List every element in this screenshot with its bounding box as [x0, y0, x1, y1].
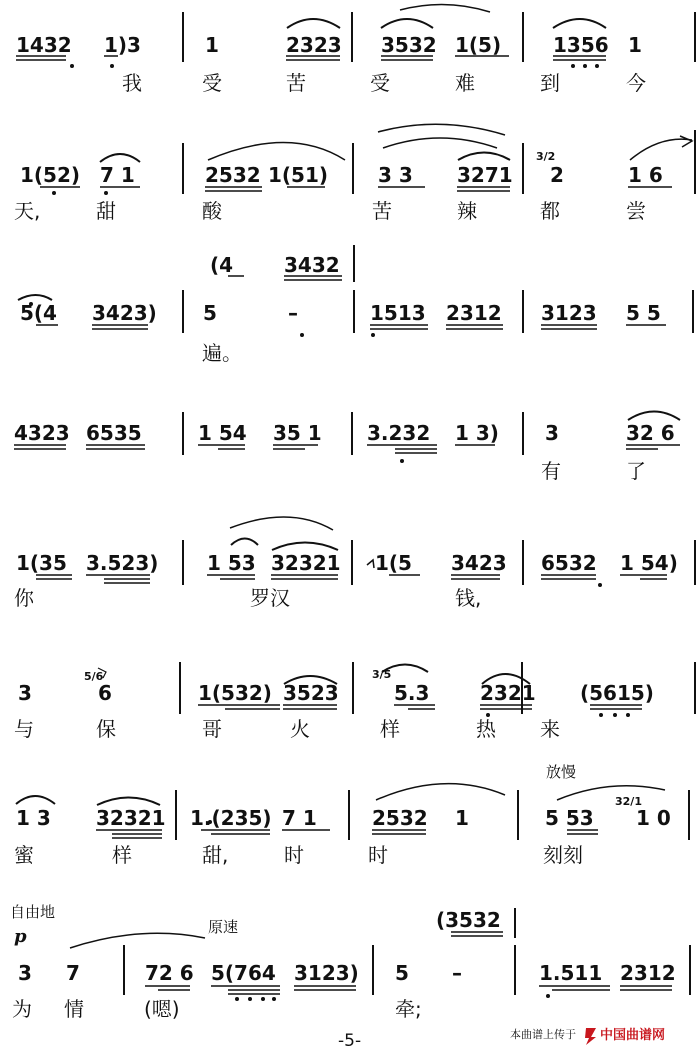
lyric-syllable: 甜, — [202, 843, 229, 867]
lyric-syllable: 时 — [284, 843, 304, 867]
lyric-syllable: 今 — [626, 71, 646, 95]
note-group: 1 — [628, 33, 642, 57]
note-group: 6535 — [86, 421, 142, 445]
lyric-syllable: 为 — [12, 997, 32, 1021]
note-group: 4323 — [14, 421, 70, 445]
note-group: 3 — [18, 961, 32, 985]
note-group: 1356 — [553, 33, 609, 57]
note-group: 7 1 — [100, 163, 135, 187]
note-group: 72 6 — [145, 961, 194, 985]
note-group: 5(4 — [20, 301, 57, 325]
note-group: 3423 — [451, 551, 507, 575]
lyric-syllable: 辣 — [457, 199, 477, 223]
lyric-syllable: 尝 — [626, 199, 646, 223]
note-group: 1.511 — [539, 961, 603, 985]
site-logo-icon — [585, 1028, 596, 1045]
note-group: 3123) — [294, 961, 359, 985]
note-group: 32321 — [271, 551, 341, 575]
note-group: 3 3 — [378, 163, 413, 187]
note-group: 1 53 — [207, 551, 256, 575]
note-group: 1 0 — [636, 806, 671, 830]
note-group: (4 — [210, 253, 234, 277]
note-group: 1(5 — [375, 551, 412, 575]
note-group: 3 — [545, 421, 559, 445]
grace-note: 3/2 — [536, 150, 556, 163]
note-group: – — [288, 301, 298, 325]
note-group: (3532 — [436, 908, 501, 932]
lyric-syllable: 情 — [64, 997, 84, 1021]
dynamic-marking: p — [14, 926, 27, 947]
note-group: 7 1 — [282, 806, 317, 830]
note-group: 3 — [18, 681, 32, 705]
note-group: 6 — [98, 681, 112, 705]
note-group: 1 54 — [198, 421, 247, 445]
lyric-syllable: 苦 — [286, 71, 306, 95]
lyric-syllable: 你 — [14, 586, 34, 610]
note-group: 3.232 — [367, 421, 431, 445]
lyric-syllable: 样 — [112, 843, 132, 867]
lyric-syllable: 来 — [540, 717, 560, 741]
note-group: 1(35 — [16, 551, 67, 575]
note-group: 3523 — [283, 681, 339, 705]
lyric-syllable: 苦 — [372, 199, 392, 223]
note-group: 2312 — [620, 961, 676, 985]
note-group: 7 — [66, 961, 80, 985]
lyric-syllable: 样 — [380, 717, 400, 741]
note-group: 32321 — [96, 806, 166, 830]
note-group: 5(764 — [211, 961, 276, 985]
note-group: 2532 — [205, 163, 261, 187]
lyric-syllable: 蜜 — [14, 843, 34, 867]
note-group: 1 — [455, 806, 469, 830]
site-name: 中国曲谱网 — [600, 1028, 666, 1043]
note-group: 3532 — [381, 33, 437, 57]
note-group: 3.523) — [86, 551, 159, 575]
note-group: (5615) — [580, 681, 654, 705]
note-group: 5 — [395, 961, 409, 985]
free-time-marking: 自由地 — [10, 903, 56, 921]
lyric-syllable: 有 — [541, 459, 561, 483]
note-group: 6532 — [541, 551, 597, 575]
page-number: -5- — [338, 1031, 362, 1051]
note-group: 3432 — [284, 253, 340, 277]
note-group: 3271 — [457, 163, 513, 187]
upload-credit: 本曲谱上传于 — [510, 1028, 576, 1041]
lyric-syllable: 罗汉 — [250, 586, 290, 610]
note-group: 5 5 — [626, 301, 661, 325]
note-group: 1.(235) — [190, 806, 272, 830]
lyric-syllable: 我 — [122, 71, 142, 95]
note-group: 1(532) — [198, 681, 272, 705]
note-group: 1 — [205, 33, 219, 57]
note-group: 5 53 — [545, 806, 594, 830]
lyric-syllable: 难 — [455, 71, 475, 95]
grace-note: 32/1 — [615, 795, 642, 808]
lyric-syllable: 牵; — [395, 997, 422, 1021]
lyric-syllable: 保 — [96, 717, 116, 741]
grace-note: 5/6 — [84, 670, 104, 683]
note-group: 5 — [203, 301, 217, 325]
note-group: 1(52) — [20, 163, 81, 187]
note-group: 1513 — [370, 301, 426, 325]
lyric-syllable: 酸 — [202, 199, 222, 223]
note-group: 1 3) — [455, 421, 499, 445]
lyric-syllable: 遍。 — [202, 341, 242, 365]
lyric-syllable: 都 — [540, 199, 560, 223]
lyric-syllable: 与 — [14, 717, 34, 741]
note-group: 3423) — [92, 301, 157, 325]
lyric-syllable: 哥 — [202, 717, 222, 741]
note-group: 3123 — [541, 301, 597, 325]
lyric-syllable: 受 — [370, 71, 390, 95]
tempo-slow-marking: 放慢 — [546, 763, 577, 781]
note-group: 1(5) — [455, 33, 502, 57]
note-group: 5.3 — [394, 681, 430, 705]
note-group: 2312 — [446, 301, 502, 325]
tempo-original-marking: 原速 — [208, 918, 239, 936]
footer — [338, 1027, 665, 1051]
note-group: – — [452, 961, 462, 985]
note-group: 2321 — [480, 681, 536, 705]
lyric-syllable: 钱, — [455, 586, 482, 610]
lyric-syllable: 刻刻 — [543, 843, 583, 867]
lyric-syllable: 时 — [368, 843, 388, 867]
note-group: 1 3 — [16, 806, 51, 830]
note-group: 2323 — [286, 33, 342, 57]
note-group: 2532 — [372, 806, 428, 830]
lyric-syllable: 到 — [540, 71, 560, 95]
lyric-syllable: 受 — [202, 71, 222, 95]
note-group: 32 6 — [626, 421, 675, 445]
note-group: 2 — [550, 163, 564, 187]
note-group: 1 6 — [628, 163, 663, 187]
note-group: 1432 — [16, 33, 72, 57]
note-group: 1)3 — [104, 33, 141, 57]
lyric-syllable: 热 — [476, 717, 496, 741]
note-group: 1(51) — [268, 163, 329, 187]
note-group: 1 54) — [620, 551, 678, 575]
grace-note: 3/5 — [372, 668, 392, 681]
lyric-syllable: 了 — [626, 459, 646, 483]
note-group: 35 1 — [273, 421, 322, 445]
lyric-syllable: 火 — [290, 717, 310, 741]
lyric-syllable: (嗯) — [144, 997, 180, 1021]
lyric-syllable: 天, — [14, 199, 41, 223]
lyric-syllable: 甜 — [96, 199, 116, 223]
